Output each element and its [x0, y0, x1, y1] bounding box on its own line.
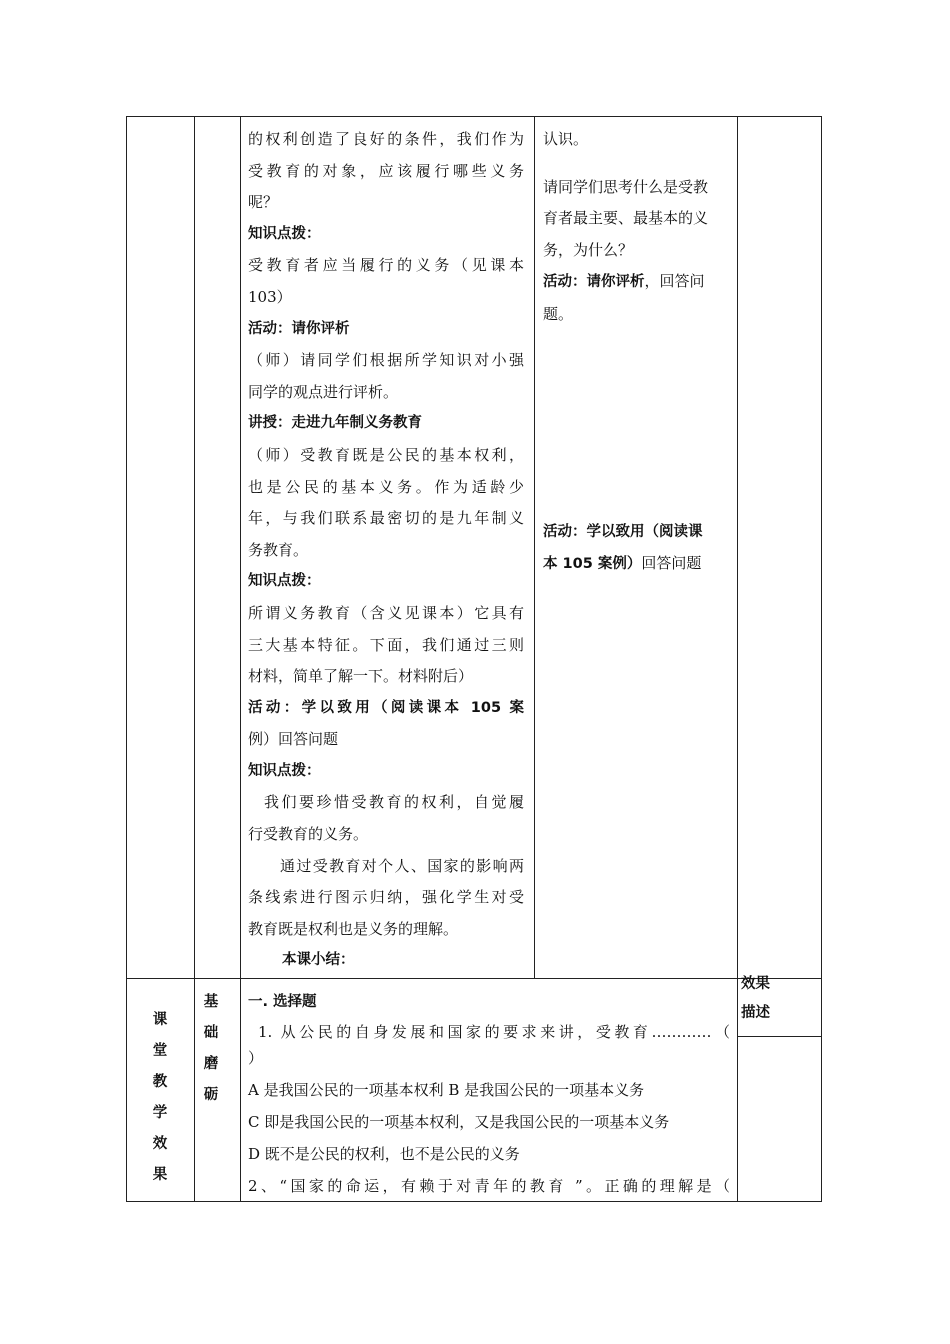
table-divider-3 [534, 116, 535, 978]
table-border-left [126, 116, 127, 1202]
text-line: （师）受教育既是公民的基本权利， [248, 445, 524, 464]
option-d: D 既不是公民的权利，也不是公民的义务 [248, 1145, 520, 1163]
text-line: 务教育。 [248, 540, 309, 559]
text-line: 我们要珍惜受教育的权利，自觉履 [264, 793, 524, 812]
label-char: 砺 [203, 1087, 219, 1103]
activity-text: 回答问题 [641, 554, 702, 573]
label-line: 效果 [741, 976, 770, 992]
lecture-heading: 讲授：走进九年制义务教育 [248, 415, 422, 432]
table-divider-1 [194, 116, 195, 1202]
text-line: 条线索进行图示归纳，强化学生对受 [248, 888, 524, 907]
label-char: 课 [152, 1012, 168, 1028]
text-line: （师）请同学们根据所学知识对小强 [248, 351, 524, 370]
activity-heading: 活动：学以致用（阅读课本 105 案 [248, 699, 524, 716]
activity-heading: 活动：学以致用（阅读课 [543, 523, 703, 540]
text-line: 受教育者应当履行的义务（见课本 [248, 256, 524, 275]
text-line: 题。 [543, 304, 574, 323]
text-line: 三大基本特征。下面，我们通过三则 [248, 635, 524, 654]
question-1: 1. 从公民的自身发展和国家的要求来讲，受教育…………（ [258, 1023, 730, 1041]
label-char: 果 [152, 1167, 168, 1183]
text-line: 教育既是权利也是义务的理解。 [248, 919, 459, 938]
activity-heading: 本 105 案例） [543, 556, 642, 573]
text-line: 通过受教育对个人、国家的影响两 [280, 856, 524, 875]
text-line: 呢？ [248, 193, 279, 212]
effect-cell-divider [737, 1036, 821, 1037]
text-line: 103） [248, 287, 292, 306]
activity-heading: 活动：请你评析 [543, 274, 645, 291]
effect-description-label [741, 970, 791, 1028]
sub-label-basic-practice [196, 987, 226, 1111]
activity-text: ，回答问 [644, 272, 705, 291]
text-line: 也是公民的基本义务。作为适龄少 [248, 477, 524, 496]
text-line: 年，与我们联系最密切的是九年制义 [248, 509, 524, 528]
text-line: 材料，简单了解一下。材料附后） [248, 667, 474, 686]
text-line: 育者最主要、最基本的义 [543, 209, 709, 228]
label-char: 磨 [203, 1056, 219, 1072]
text-line: 的权利创造了良好的条件，我们作为 [248, 130, 524, 148]
section-label-classroom-effect [128, 1005, 192, 1191]
knowledge-heading: 知识点拨： [248, 762, 321, 779]
table-border-right [821, 116, 822, 1202]
label-char: 教 [152, 1074, 168, 1090]
option-c: C 即是我国公民的一项基本权利，又是我国公民的一项基本义务 [248, 1113, 670, 1131]
text-line: 例）回答问题 [248, 730, 339, 749]
summary-heading: 本课小结： [282, 952, 355, 969]
label-char: 效 [152, 1136, 168, 1152]
table-border-top [126, 116, 822, 117]
text-line: 受教育的对象，应该履行哪些义务 [248, 161, 524, 180]
table-section-divider [126, 978, 822, 979]
label-line: 描述 [741, 1005, 770, 1021]
text-line: 认识。 [543, 130, 589, 148]
activity-line [543, 266, 729, 299]
options-ab: A 是我国公民的一项基本权利 B 是我国公民的一项基本义务 [248, 1081, 645, 1099]
knowledge-heading: 知识点拨： [248, 225, 321, 242]
label-char: 学 [152, 1105, 168, 1121]
label-char: 础 [203, 1025, 219, 1041]
table-divider-2 [240, 116, 241, 1202]
question-2: 2、“国家的命运，有赖于对青年的教育 ”。正确的理解是（ [248, 1177, 730, 1195]
text-line: 所谓义务教育（含义见课本）它具有 [248, 603, 524, 622]
knowledge-heading: 知识点拨： [248, 573, 321, 590]
question-1-cont: ） [248, 1049, 264, 1067]
teacher-activity-cell [248, 124, 524, 977]
text-line: 务，为什么？ [543, 240, 634, 259]
label-char: 堂 [152, 1043, 168, 1059]
table-divider-4 [737, 116, 738, 1202]
text-line: 行受教育的义务。 [248, 825, 369, 844]
exercise-content-cell [248, 986, 730, 1202]
student-activity-cell [543, 124, 729, 581]
exercise-heading: 一. 选择题 [248, 994, 317, 1010]
label-char: 基 [203, 994, 219, 1010]
activity-heading: 活动：请你评析 [248, 320, 350, 337]
text-line: 请同学们思考什么是受教 [543, 177, 709, 196]
activity-line [543, 548, 729, 581]
text-line: 同学的观点进行评析。 [248, 382, 399, 401]
